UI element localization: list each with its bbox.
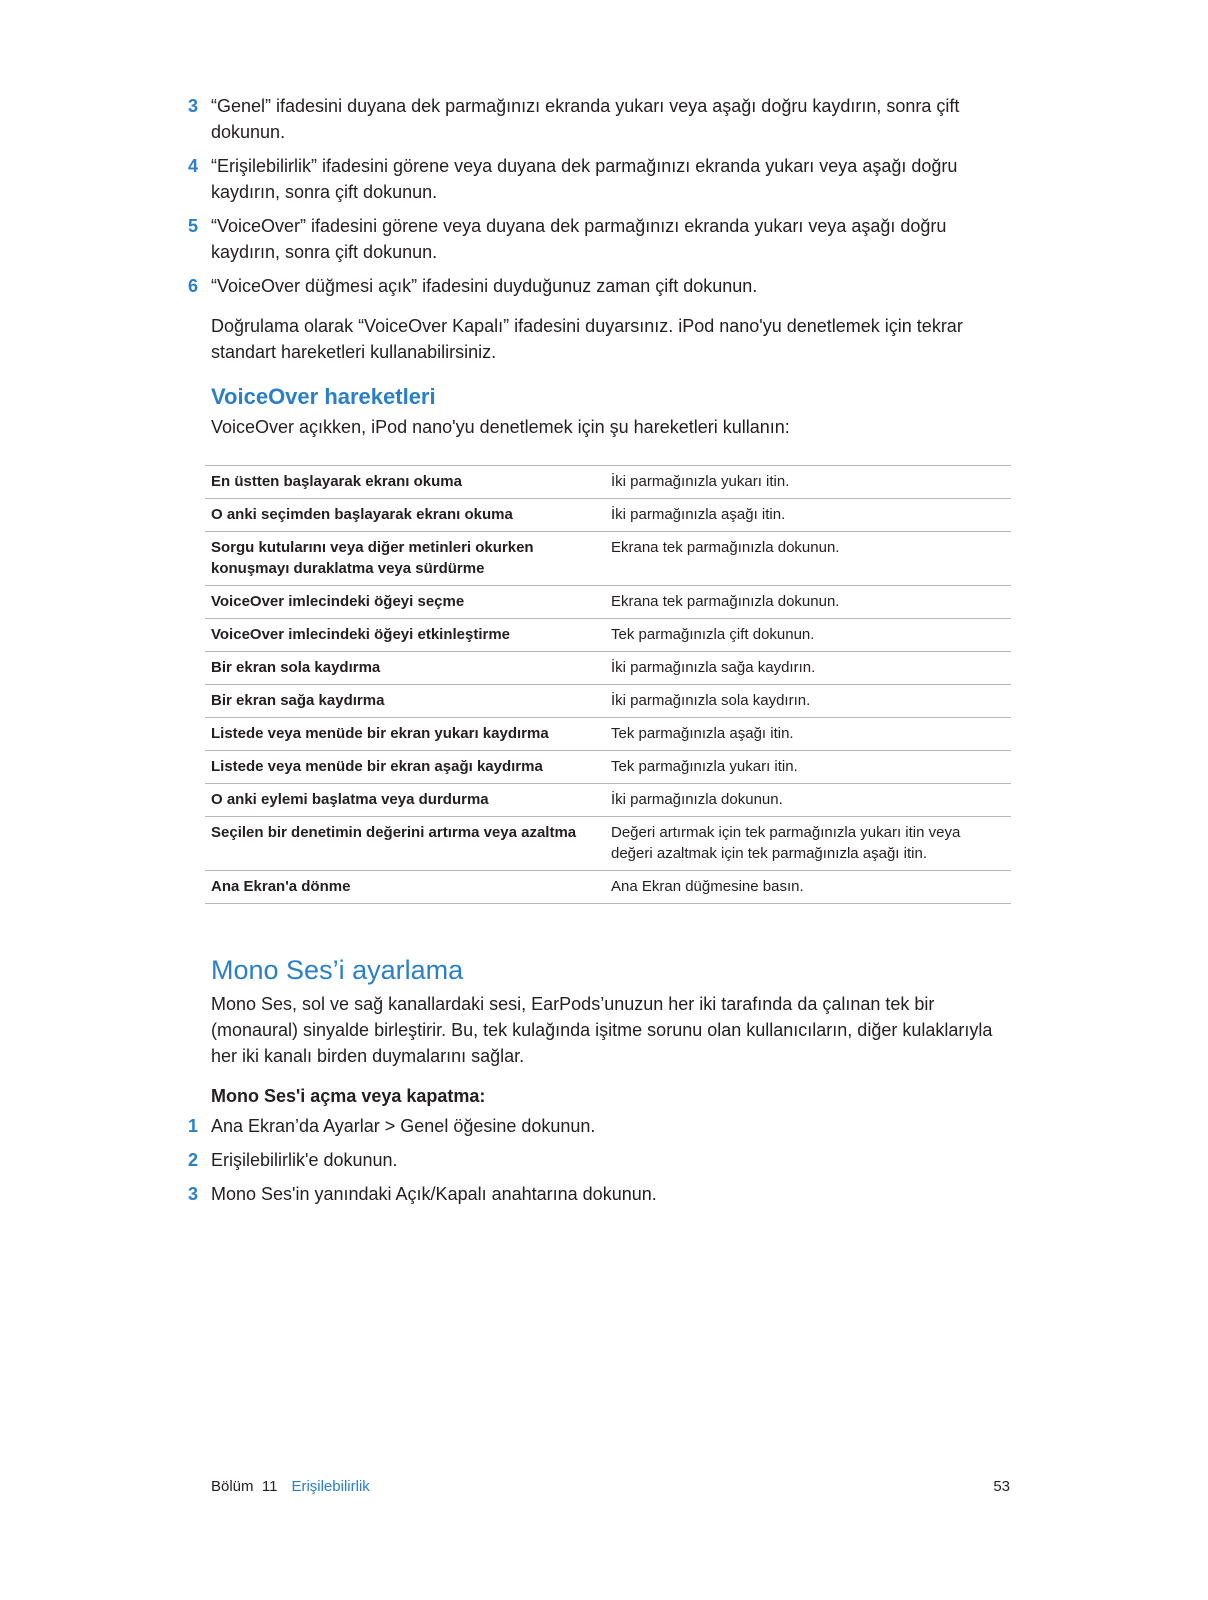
mono-audio-steps-list: [188, 1113, 1008, 1215]
accessibility-steps-list: [188, 93, 1008, 307]
gesture-cell: İki parmağınızla aşağı itin.: [605, 499, 1011, 532]
table-row: [205, 652, 1011, 685]
table-row: [205, 619, 1011, 652]
table-row: [205, 784, 1011, 817]
footer-chapter-info: [211, 1478, 370, 1495]
step-number: 3: [188, 96, 199, 116]
table-row: [205, 586, 1011, 619]
step-text: “Genel” ifadesini duyana dek parmağınızı ekranda yukarı veya aşağı doğru kaydırın, sonra çift dokunun.: [211, 96, 960, 142]
action-cell: En üstten başlayarak ekranı okuma: [205, 466, 605, 499]
confirmation-paragraph: Doğrulama olarak “VoiceOver Kapalı” ifadesini duyarsınız. iPod nano'yu denetlemek için tekrar standart hareketleri kullanabilirsiniz.: [211, 316, 963, 362]
table-row: [205, 532, 1011, 586]
gesture-cell: Tek parmağınızla yukarı itin.: [605, 751, 1011, 784]
action-cell: Sorgu kutularını veya diğer metinleri okurken konuşmayı duraklatma veya sürdürme: [205, 532, 605, 586]
action-cell: Listede veya menüde bir ekran aşağı kaydırma: [205, 751, 605, 784]
gestures-intro: VoiceOver açıkken, iPod nano'yu denetlemek için şu hareketleri kullanın:: [211, 417, 790, 437]
gesture-cell: Tek parmağınızla çift dokunun.: [605, 619, 1011, 652]
action-cell: VoiceOver imlecindeki öğeyi etkinleştirme: [205, 619, 605, 652]
step-text: Erişilebilirlik'e dokunun.: [211, 1150, 398, 1170]
gesture-cell: Ekrana tek parmağınızla dokunun.: [605, 532, 1011, 586]
page-number: 53: [993, 1478, 1010, 1495]
table-row: [205, 718, 1011, 751]
action-cell: VoiceOver imlecindeki öğeyi seçme: [205, 586, 605, 619]
action-cell: O anki seçimden başlayarak ekranı okuma: [205, 499, 605, 532]
table-row: [205, 685, 1011, 718]
step-item: [188, 213, 1008, 265]
table-row: [205, 466, 1011, 499]
step-number: 3: [188, 1184, 199, 1204]
gesture-cell: İki parmağınızla sola kaydırın.: [605, 685, 1011, 718]
step-item: [188, 1181, 1008, 1207]
table-row: [205, 817, 1011, 871]
footer-chapter: Bölüm 11: [211, 1478, 278, 1495]
gesture-cell: Değeri artırmak için tek parmağınızla yukarı itin veya değeri azaltmak için tek parmağınızla aşağı itin.: [605, 817, 1011, 871]
step-text: “VoiceOver düğmesi açık” ifadesini duyduğunuz zaman çift dokunun.: [211, 276, 758, 296]
footer-section-link[interactable]: Erişilebilirlik: [291, 1478, 370, 1495]
gestures-section-title: VoiceOver hareketleri: [211, 384, 436, 409]
action-cell: Bir ekran sola kaydırma: [205, 652, 605, 685]
action-cell: Bir ekran sağa kaydırma: [205, 685, 605, 718]
step-number: 5: [188, 216, 199, 236]
gesture-cell: Ekrana tek parmağınızla dokunun.: [605, 586, 1011, 619]
mono-audio-section-title: Mono Ses’i ayarlama: [211, 955, 464, 985]
table-row: [205, 499, 1011, 532]
step-text: Mono Ses'in yanındaki Açık/Kapalı anahtarına dokunun.: [211, 1184, 657, 1204]
gestures-table: [205, 465, 1011, 904]
step-item: [188, 273, 1008, 299]
step-number: 2: [188, 1150, 199, 1170]
gesture-cell: İki parmağınızla sağa kaydırın.: [605, 652, 1011, 685]
step-item: [188, 153, 1008, 205]
step-item: [188, 1147, 1008, 1173]
step-item: [188, 93, 1008, 145]
action-cell: Listede veya menüde bir ekran yukarı kaydırma: [205, 718, 605, 751]
table-row: [205, 751, 1011, 784]
gesture-cell: Tek parmağınızla aşağı itin.: [605, 718, 1011, 751]
gesture-cell: İki parmağınızla yukarı itin.: [605, 466, 1011, 499]
action-cell: Seçilen bir denetimin değerini artırma veya azaltma: [205, 817, 605, 871]
step-text: “Erişilebilirlik” ifadesini görene veya duyana dek parmağınızı ekranda yukarı veya aşağı doğru kaydırın, sonra çift dokunun.: [211, 156, 958, 202]
step-number: 4: [188, 156, 199, 176]
gesture-cell: Ana Ekran düğmesine basın.: [605, 871, 1011, 904]
action-cell: O anki eylemi başlatma veya durdurma: [205, 784, 605, 817]
step-text: “VoiceOver” ifadesini görene veya duyana dek parmağınızı ekranda yukarı veya aşağı doğru kaydırın, sonra çift dokunun.: [211, 216, 947, 262]
action-cell: Ana Ekran'a dönme: [205, 871, 605, 904]
step-number: 6: [188, 276, 199, 296]
mono-audio-subheading: Mono Ses'i açma veya kapatma:: [211, 1086, 486, 1106]
step-number: 1: [188, 1116, 199, 1136]
step-item: [188, 1113, 1008, 1139]
step-text: Ana Ekran’da Ayarlar > Genel öğesine dokunun.: [211, 1116, 596, 1136]
gesture-cell: İki parmağınızla dokunun.: [605, 784, 1011, 817]
table-row: [205, 871, 1011, 904]
mono-audio-paragraph: Mono Ses, sol ve sağ kanallardaki sesi, EarPods’unuzun her iki tarafında da çalınan tek bir (monaural) sinyalde birleştirir. Bu, tek kulağında işitme sorunu olan kullanıcıların, diğer kulaklarıyla her iki kanalı birden duymalarını sağlar.: [211, 994, 993, 1066]
